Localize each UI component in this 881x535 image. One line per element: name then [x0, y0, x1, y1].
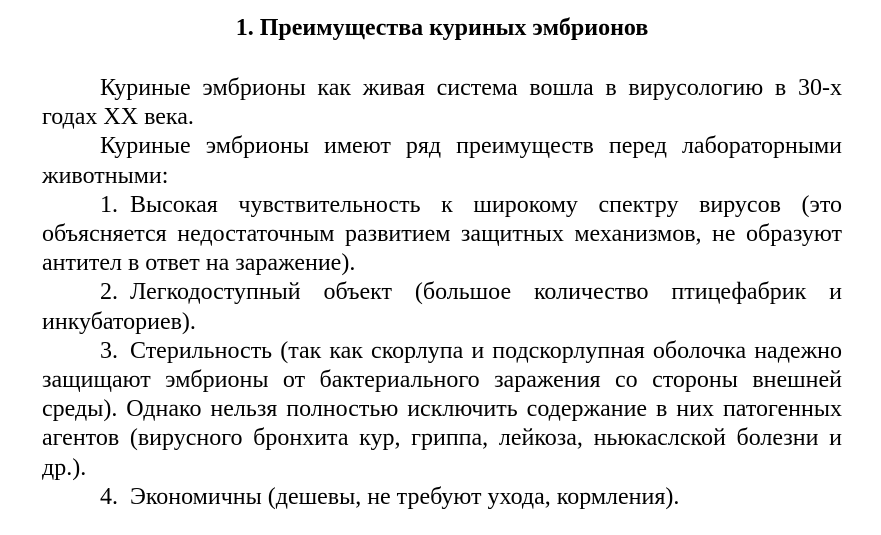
list-item-2: [42, 278, 842, 336]
list-item-1: [42, 191, 842, 279]
list-item-number: 3.: [100, 337, 118, 364]
list-item-number: 2.: [100, 279, 118, 306]
list-item-text: Экономичны (дешевы, не требуют ухода, кормления).: [130, 483, 680, 510]
list-item-number: 4.: [100, 483, 118, 510]
intro-paragraph-2: Куриные эмбрионы имеют ряд преимуществ перед лабораторными животными:: [42, 133, 842, 189]
list-item-text: Высокая чувствительность к широкому спектру вирусов (это объясняется недостаточным развитием защитных механизмов, не образуют антител в ответ на заражение).: [42, 191, 842, 277]
list-item-text: Легкодоступный объект (большое количество птицефабрик и инкубаториев).: [42, 279, 842, 335]
section-title: 1. Преимущества куриных эмбрионов: [235, 15, 649, 41]
document-page: [42, 14, 842, 512]
list-item-3: [42, 337, 842, 483]
intro-paragraph-1: Куриные эмбрионы как живая система вошла в вирусологию в 30-х годах XX века.: [42, 75, 842, 131]
list-item-number: 1.: [100, 191, 118, 218]
list-item-4: [42, 483, 842, 512]
list-item-text: Стерильность (так как скорлупа и подскорлупная оболочка надежно защищают эмбрионы от бактериального заражения со стороны внешней среды). Однако нельзя полностью исключить содержание в них патогенных агентов (вирусного бронхита кур, гриппа, лейкоза, ньюкаслской болезни и др.).: [42, 337, 842, 481]
